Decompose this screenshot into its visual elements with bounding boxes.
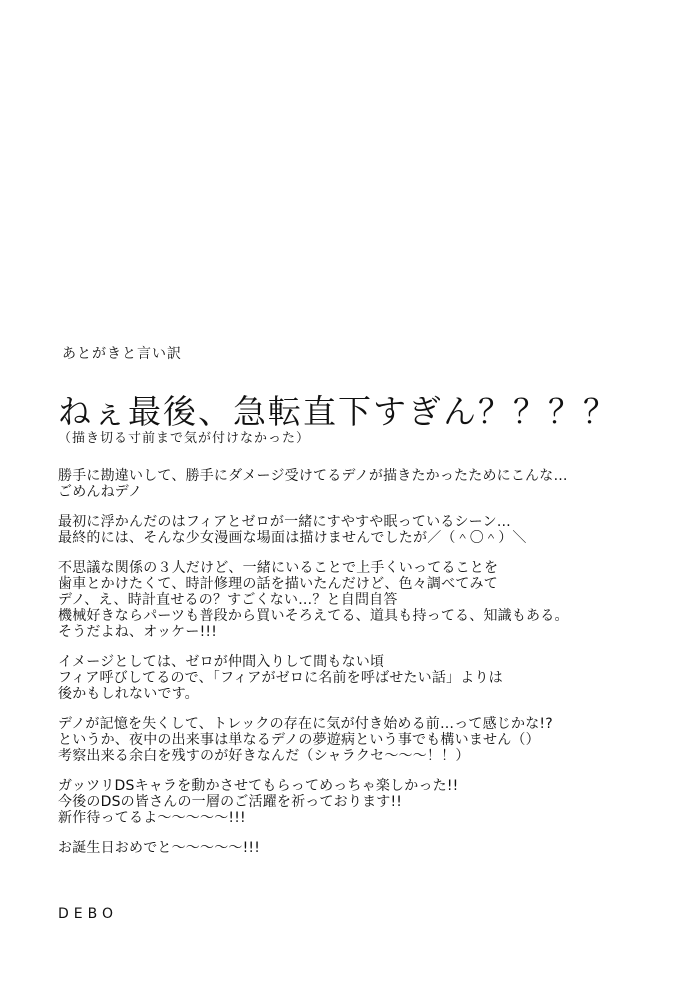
text-line: というか、夜中の出来事は単なるデノの夢遊病という事でも構いません（） xyxy=(58,732,540,748)
paragraph-2 xyxy=(58,514,688,546)
paragraph-7 xyxy=(58,840,688,856)
text-line: 勝手に勘違いして、勝手にダメージ受けてるデノが描きたかったためにこんな… xyxy=(58,468,568,484)
headline-note: （描き切る寸前まで気が付けなかった） xyxy=(58,431,311,446)
paragraph-1 xyxy=(58,468,688,500)
text-line: 機械好きならパーツも普段から買いそろえてる、道具も持ってる、知識もある。 xyxy=(58,608,569,624)
author-signature: DEBO xyxy=(58,906,119,922)
text-line: デノが記憶を失くして、トレックの存在に気が付き始める前…って感じかな!? xyxy=(58,716,553,732)
text-line: そうだよね、オッケー!!! xyxy=(58,624,218,640)
paragraph-5 xyxy=(58,716,688,764)
paragraph-4 xyxy=(58,654,688,702)
text-line: 不思議な関係の３人だけど、一緒にいることで上手くいってることを xyxy=(58,560,499,576)
text-line: 後かもしれないです。 xyxy=(58,686,199,702)
text-line: 今後のDSの皆さんの一層のご活躍を祈っております!! xyxy=(58,794,403,810)
headline: ねぇ最後、急転直下すぎん？？？？ xyxy=(58,392,618,431)
text-line: 最初に浮かんだのはフィアとゼロが一緒にすやすや眠っているシーン… xyxy=(58,514,511,530)
afterword-subtitle: あとがきと言い訳 xyxy=(62,346,182,362)
text-line: 最終的には、そんな少女漫画な場面は描けませんでしたが／（＾〇＾）＼ xyxy=(58,530,527,546)
text-line: お誕生日おめでと〜〜〜〜〜!!! xyxy=(58,840,261,856)
text-line: 歯車とかけたくて、時計修理の話を描いたんだけど、色々調べてみて xyxy=(58,576,498,592)
text-line: 新作待ってるよ〜〜〜〜〜!!! xyxy=(58,810,246,826)
paragraph-6 xyxy=(58,778,688,826)
text-line: ごめんねデノ xyxy=(58,484,143,500)
text-line: ガッツリDSキャラを動かさせてもらってめっちゃ楽しかった!! xyxy=(58,778,459,794)
afterword-body xyxy=(58,468,688,870)
text-line: デノ、え、時計直せるの？すごくない…？と自問自答 xyxy=(58,592,398,608)
text-line: フィア呼びしてるので、「フィアがゼロに名前を呼ばせたい話」よりは xyxy=(58,670,503,686)
text-line: イメージとしては、ゼロが仲間入りして間もない頃 xyxy=(58,654,385,670)
text-line: 考察出来る余白を残すのが好きなんだ（シャラクセ〜〜〜！！） xyxy=(58,748,470,764)
paragraph-3 xyxy=(58,560,688,640)
